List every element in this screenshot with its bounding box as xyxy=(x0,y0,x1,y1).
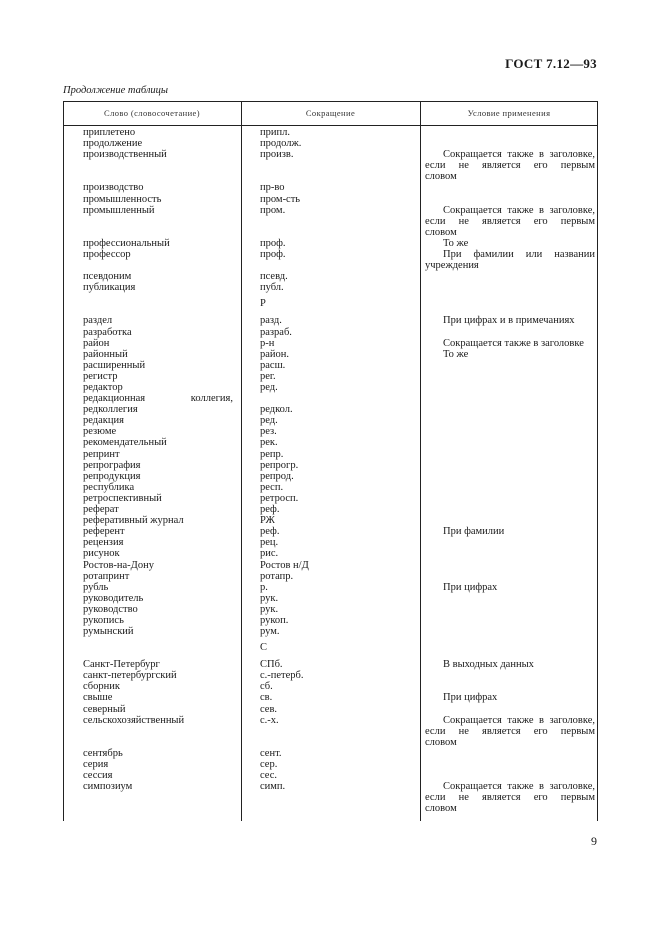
abbreviation-cell: р. xyxy=(260,581,268,593)
abbreviation-cell: продолж. xyxy=(260,138,302,150)
abbreviation-cell: расш. xyxy=(260,359,286,371)
condition-line: словом xyxy=(425,736,457,748)
abbreviation-cell: рег. xyxy=(260,370,276,382)
word-cell: симпозиум xyxy=(83,781,133,793)
word-cell: район xyxy=(83,337,110,349)
abbreviation-cell: СПб. xyxy=(260,659,283,671)
condition-line: При фамилии xyxy=(443,526,505,538)
condition-line: При цифрах и в примечаниях xyxy=(443,315,575,327)
word-cell: разработка xyxy=(83,326,132,338)
page-number: 9 xyxy=(591,834,597,848)
condition-line: если не является его первым xyxy=(425,215,595,227)
word-cell: сборник xyxy=(83,681,120,693)
table-row xyxy=(63,349,598,360)
table-row xyxy=(63,327,598,338)
condition-line: Сокращается также в заголовке xyxy=(443,337,584,349)
abbreviation-cell: репрод. xyxy=(260,470,294,482)
section-letter-text: С xyxy=(260,642,268,654)
table-row xyxy=(63,748,598,759)
word-cell: продолжение xyxy=(83,138,143,150)
table-row xyxy=(63,460,598,471)
table-row xyxy=(63,626,598,637)
abbreviation-cell: сер. xyxy=(260,759,278,771)
column-header-condition: Условие применения xyxy=(467,108,551,118)
word-cell: сентябрь xyxy=(83,747,123,759)
word-cell: санкт-петербургский xyxy=(83,670,177,682)
word-cell: резюме xyxy=(83,426,117,438)
abbreviation-cell: респ. xyxy=(260,481,284,493)
word-cell: рубль xyxy=(83,581,109,593)
abbreviation-cell: симп. xyxy=(260,781,286,793)
abbreviation-cell: сент. xyxy=(260,747,282,759)
table-row xyxy=(63,548,598,559)
word-cell: Ростов-на-Дону xyxy=(83,559,154,571)
word-cell: реферативный журнал xyxy=(83,515,184,527)
table-row xyxy=(63,371,598,382)
abbreviation-cell: проф. xyxy=(260,249,286,261)
word-cell: рукопись xyxy=(83,614,124,626)
table-row xyxy=(63,415,598,426)
table-row xyxy=(63,194,598,205)
abbreviation-cell: Ростов н/Д xyxy=(260,559,309,571)
word-cell: репрография xyxy=(83,459,141,471)
abbreviation-cell: с.-х. xyxy=(260,714,279,726)
table-row xyxy=(63,205,598,238)
table-row xyxy=(63,437,598,448)
table-row xyxy=(63,770,598,781)
column-header-abbreviation: Сокращение xyxy=(305,108,356,118)
condition-line: если не является его первым xyxy=(425,792,595,804)
condition-line: Сокращается также в заголовке, xyxy=(443,204,595,216)
word-cell: северный xyxy=(83,703,126,715)
table-row xyxy=(63,526,598,537)
abbreviation-cell xyxy=(260,393,410,404)
table-row xyxy=(63,604,598,615)
abbreviation-cell: проф. xyxy=(260,237,286,249)
table-row xyxy=(63,715,598,748)
abbreviation-cell: сб. xyxy=(260,681,273,693)
table-row xyxy=(63,360,598,371)
word-cell: рекомендательный xyxy=(83,437,167,449)
abbreviation-cell: ред. xyxy=(260,382,278,393)
condition-line: словом xyxy=(425,803,457,815)
word-cell: редакция xyxy=(83,415,124,427)
table-row xyxy=(63,537,598,548)
word-cell: сессия xyxy=(83,770,113,782)
word-cell: раздел xyxy=(83,315,113,327)
word-part: коллегия, xyxy=(190,393,233,405)
table-row xyxy=(63,704,598,715)
abbreviation-cell: рук. xyxy=(260,603,279,615)
abbreviation-cell: псевд. xyxy=(260,271,288,283)
table-row xyxy=(63,426,598,437)
word-cell: свыше xyxy=(83,692,113,704)
abbreviation-cell: пром. xyxy=(260,204,286,216)
abbreviation-cell: рукоп. xyxy=(260,614,289,626)
table-row xyxy=(63,315,598,326)
condition-line: если не является его первым xyxy=(425,725,595,737)
table-row xyxy=(63,271,598,282)
word-cell: ротапринт xyxy=(83,570,130,582)
word-cell: рисунок xyxy=(83,548,120,560)
abbreviation-cell: ротапр. xyxy=(260,570,294,582)
word-cell: расширенный xyxy=(83,359,146,371)
section-letter-text: Р xyxy=(260,298,266,310)
word-cell: республика xyxy=(83,481,135,493)
table-row xyxy=(63,781,598,814)
abbreviation-cell: ретросп. xyxy=(260,492,299,504)
table-row xyxy=(63,593,598,604)
word-cell: профессор xyxy=(83,249,131,261)
abbreviation-cell: пром-сть xyxy=(260,193,301,205)
table-row xyxy=(63,138,598,149)
abbreviation-cell: редкол. xyxy=(260,404,293,416)
condition-line: При фамилии или названии xyxy=(443,249,595,261)
table-row xyxy=(63,338,598,349)
abbreviation-cell: сев. xyxy=(260,703,278,715)
table-row xyxy=(63,449,598,460)
condition-line: Сокращается также в заголовке, xyxy=(443,714,595,726)
table-row xyxy=(63,404,598,415)
word-cell: публикация xyxy=(83,282,136,294)
table-row xyxy=(63,692,598,703)
standard-code: ГОСТ 7.12—93 xyxy=(505,56,597,71)
word-cell: регистр xyxy=(83,370,118,382)
word-cell: профессиональный xyxy=(83,237,170,249)
condition-line: В выходных данных xyxy=(443,659,534,671)
table-row xyxy=(63,493,598,504)
abbreviation-cell: репр. xyxy=(260,448,284,460)
condition-line: учреждения xyxy=(425,260,479,272)
table-row xyxy=(63,282,598,293)
word-cell: промышленный xyxy=(83,204,155,216)
word-part: редакционная xyxy=(83,393,146,405)
word-cell: производственный xyxy=(83,149,167,161)
word-cell: псевдоним xyxy=(83,271,132,283)
word-cell: репринт xyxy=(83,448,120,460)
abbreviation-cell: репрогр. xyxy=(260,459,299,471)
abbreviation-cell: реф. xyxy=(260,526,280,538)
word-cell: редактор xyxy=(83,382,123,393)
abbreviation-cell: публ. xyxy=(260,282,284,294)
abbreviation-cell: РЖ xyxy=(260,515,275,527)
word-cell: руководитель xyxy=(83,592,144,604)
abbreviation-cell: разд. xyxy=(260,315,282,327)
word-cell: реферат xyxy=(83,504,119,516)
table-row xyxy=(63,615,598,626)
word-cell: сельскохозяйственный xyxy=(83,714,185,726)
condition-line: При цифрах xyxy=(443,581,498,593)
section-letter xyxy=(63,637,598,659)
abbreviation-cell: рис. xyxy=(260,548,279,560)
table-row xyxy=(63,249,598,271)
condition-line: При цифрах xyxy=(443,692,498,704)
word-cell: референт xyxy=(83,526,125,538)
table-row xyxy=(63,238,598,249)
table-row xyxy=(63,571,598,582)
table-row xyxy=(63,471,598,482)
word-cell: румынский xyxy=(83,626,134,638)
abbreviation-cell: рез. xyxy=(260,426,277,438)
word-cell: районный xyxy=(83,348,128,360)
word-cell: руководство xyxy=(83,603,138,615)
table-row xyxy=(63,759,598,770)
abbreviation-cell: рук. xyxy=(260,592,279,604)
column-header-word: Слово (словосочетание) xyxy=(104,108,200,118)
table-row xyxy=(63,681,598,692)
condition-line: Сокращается также в заголовке, xyxy=(443,149,595,161)
table-row xyxy=(63,560,598,571)
word-cell: Санкт-Петербург xyxy=(83,659,160,671)
abbreviation-table xyxy=(63,101,598,821)
abbreviation-cell: ред. xyxy=(260,415,278,427)
word-cell: промышленность xyxy=(83,193,162,205)
word-cell: производство xyxy=(83,182,144,194)
abbreviation-cell: пр-во xyxy=(260,182,285,194)
word-cell: редколлегия xyxy=(83,404,138,416)
abbreviation-cell: разраб. xyxy=(260,326,292,338)
table-row xyxy=(63,659,598,670)
abbreviation-cell: район. xyxy=(260,348,290,360)
table-body xyxy=(63,127,598,815)
table-row xyxy=(63,149,598,182)
condition-line: То же xyxy=(443,348,469,360)
abbreviation-cell: с.-петерб. xyxy=(260,670,304,682)
word-cell xyxy=(83,393,233,404)
condition-line: словом xyxy=(425,226,457,238)
abbreviation-cell: р-н xyxy=(260,337,275,349)
condition-line: словом xyxy=(425,171,457,183)
abbreviation-cell: рек. xyxy=(260,437,278,449)
condition-line: если не является его первым xyxy=(425,160,595,172)
word-cell: серия xyxy=(83,759,109,771)
table-row xyxy=(63,515,598,526)
word-cell: рецензия xyxy=(83,537,124,549)
abbreviation-cell: св. xyxy=(260,692,273,704)
word-cell: ретроспективный xyxy=(83,492,162,504)
table-row xyxy=(63,670,598,681)
table-row xyxy=(63,127,598,138)
section-letter xyxy=(63,293,598,315)
table-row xyxy=(63,504,598,515)
table-row xyxy=(63,482,598,493)
abbreviation-cell: рум. xyxy=(260,626,280,638)
condition-line: То же xyxy=(443,237,469,249)
condition-line: Сокращается также в заголовке, xyxy=(443,781,595,793)
abbreviation-cell: произв. xyxy=(260,149,294,161)
table-row xyxy=(63,182,598,193)
abbreviation-cell: сес. xyxy=(260,770,277,782)
table-row xyxy=(63,582,598,593)
table-row xyxy=(63,382,598,393)
abbreviation-cell: рец. xyxy=(260,537,279,549)
continuation-note: Продолжение таблицы xyxy=(63,85,169,96)
abbreviation-cell: реф. xyxy=(260,504,280,516)
table-row xyxy=(63,393,598,404)
word-cell: приплетено xyxy=(83,127,136,138)
abbreviation-cell: припл. xyxy=(260,127,290,138)
word-cell: репродукция xyxy=(83,470,141,482)
